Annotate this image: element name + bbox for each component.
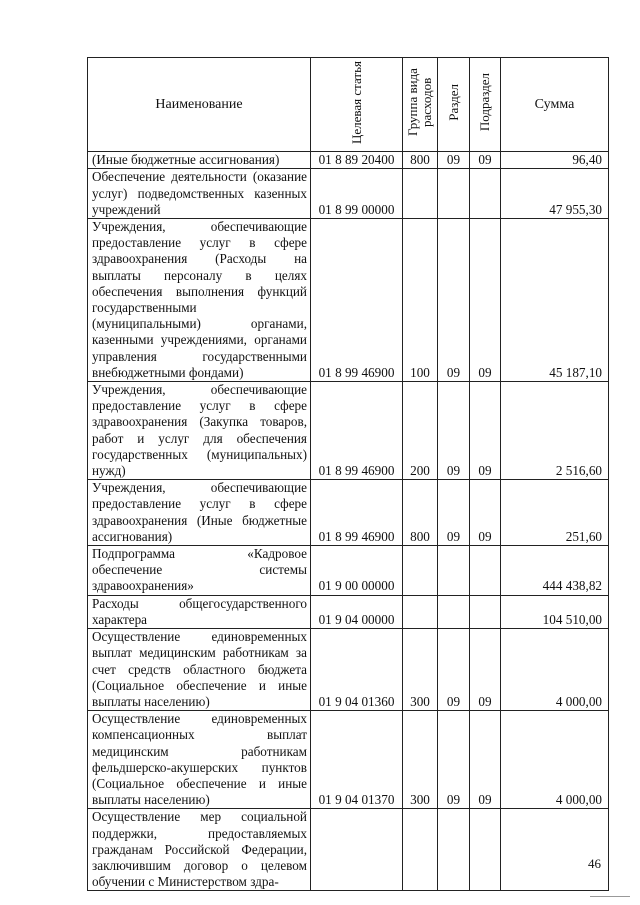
row-cel: 01 9 04 01360 — [311, 629, 403, 711]
row-cel — [311, 809, 403, 891]
row-razdel: 09 — [438, 152, 470, 169]
row-sum: 251,60 — [501, 480, 609, 546]
row-razdel — [438, 169, 470, 219]
row-podrazdel: 09 — [470, 219, 501, 382]
table-row — [88, 169, 609, 219]
table-row — [88, 546, 609, 596]
table-row — [88, 152, 609, 169]
row-grp: 200 — [403, 382, 438, 480]
table-row — [88, 711, 609, 809]
row-sum: 444 438,82 — [501, 546, 609, 596]
header-grp — [403, 58, 438, 152]
header-cel-label: Целевая статья — [348, 60, 364, 144]
row-name: Учреждения, обеспечивающие предоставление услуг в сфере здравоохранения (Расходы на выплаты персоналу в целях обеспечения выполнения функций государственными (муниципальными) органами, казенными учреждениями, органами управления государственными внебюджетными фондами) — [88, 219, 311, 382]
row-sum: 4 000,00 — [501, 711, 609, 809]
header-name: Наименование — [88, 58, 311, 152]
row-cel: 01 9 04 00000 — [311, 595, 403, 628]
row-razdel: 09 — [438, 382, 470, 480]
row-podrazdel — [470, 169, 501, 219]
row-name: Учреждения, обеспечивающие предоставление услуг в сфере здравоохранения (Иные бюджетные ассигнования) — [88, 480, 311, 546]
row-podrazdel: 09 — [470, 152, 501, 169]
row-name: Осуществление мер социальной поддержки, предоставляемых гражданам Российской Федерации, заключившим договор о целевом обучении с Министерством здра- — [88, 809, 311, 891]
row-cel: 01 8 99 46900 — [311, 480, 403, 546]
row-sum: 45 187,10 — [501, 219, 609, 382]
row-grp: 100 — [403, 219, 438, 382]
row-cel: 01 9 04 01370 — [311, 711, 403, 809]
row-grp: 300 — [403, 629, 438, 711]
row-cel: 01 8 89 20400 — [311, 152, 403, 169]
header-cel — [311, 58, 403, 152]
row-name: Обеспечение деятельности (оказание услуг) подведомственных казенных учреждений — [88, 169, 311, 219]
row-name: (Иные бюджетные ассигнования) — [88, 152, 311, 169]
table-row — [88, 219, 609, 382]
row-sum — [501, 809, 609, 891]
row-cel: 01 8 99 46900 — [311, 382, 403, 480]
page-number: 46 — [588, 856, 601, 871]
table-row — [88, 382, 609, 480]
row-grp: 800 — [403, 152, 438, 169]
row-name: Подпрограмма «Кадровое обеспечение системы здравоохранения» — [88, 546, 311, 596]
row-razdel: 09 — [438, 629, 470, 711]
table-row — [88, 480, 609, 546]
row-grp: 800 — [403, 480, 438, 546]
row-name: Осуществление единовременных выплат медицинским работникам за счет средств областного бюджета (Социальное обеспечение и иные выплаты населению) — [88, 629, 311, 711]
row-podrazdel: 09 — [470, 480, 501, 546]
table-row — [88, 595, 609, 628]
header-razdel-label: Раздел — [445, 84, 461, 121]
row-name: Осуществление единовременных компенсационных выплат медицинским работникам фельдшерско-акушерских пунктов (Социальное обеспечение и иные выплаты населению) — [88, 711, 311, 809]
header-sum: Сумма — [501, 58, 609, 152]
row-name: Расходы общегосударственного характера — [88, 595, 311, 628]
row-podrazdel: 09 — [470, 629, 501, 711]
row-podrazdel: 09 — [470, 711, 501, 809]
row-podrazdel: 09 — [470, 382, 501, 480]
header-podrazdel — [470, 58, 501, 152]
row-sum: 104 510,00 — [501, 595, 609, 628]
row-sum: 2 516,60 — [501, 382, 609, 480]
row-razdel — [438, 546, 470, 596]
row-grp — [403, 809, 438, 891]
row-cel: 01 8 99 46900 — [311, 219, 403, 382]
row-cel: 01 8 99 00000 — [311, 169, 403, 219]
table-row — [88, 629, 609, 711]
row-razdel: 09 — [438, 219, 470, 382]
row-grp — [403, 546, 438, 596]
row-razdel: 09 — [438, 711, 470, 809]
row-cel: 01 9 00 00000 — [311, 546, 403, 596]
row-sum: 47 955,30 — [501, 169, 609, 219]
row-podrazdel — [470, 809, 501, 891]
row-name: Учреждения, обеспечивающие предоставление услуг в сфере здравоохранения (Закупка товаров, работ и услуг для обеспечения государственных (муниципальных) нужд) — [88, 382, 311, 480]
header-podrazdel-label: Подраздел — [477, 73, 492, 132]
row-grp — [403, 595, 438, 628]
row-razdel — [438, 809, 470, 891]
scan-edge-divider — [590, 896, 630, 897]
row-podrazdel — [470, 595, 501, 628]
header-grp-label: Группа вида расходов — [405, 68, 434, 137]
row-sum: 4 000,00 — [501, 629, 609, 711]
row-sum: 96,40 — [501, 152, 609, 169]
table-row — [88, 809, 609, 891]
row-grp: 300 — [403, 711, 438, 809]
budget-table — [87, 57, 609, 891]
row-podrazdel — [470, 546, 501, 596]
header-razdel — [438, 58, 470, 152]
row-grp — [403, 169, 438, 219]
row-razdel: 09 — [438, 480, 470, 546]
table-header-row — [88, 58, 609, 152]
row-razdel — [438, 595, 470, 628]
